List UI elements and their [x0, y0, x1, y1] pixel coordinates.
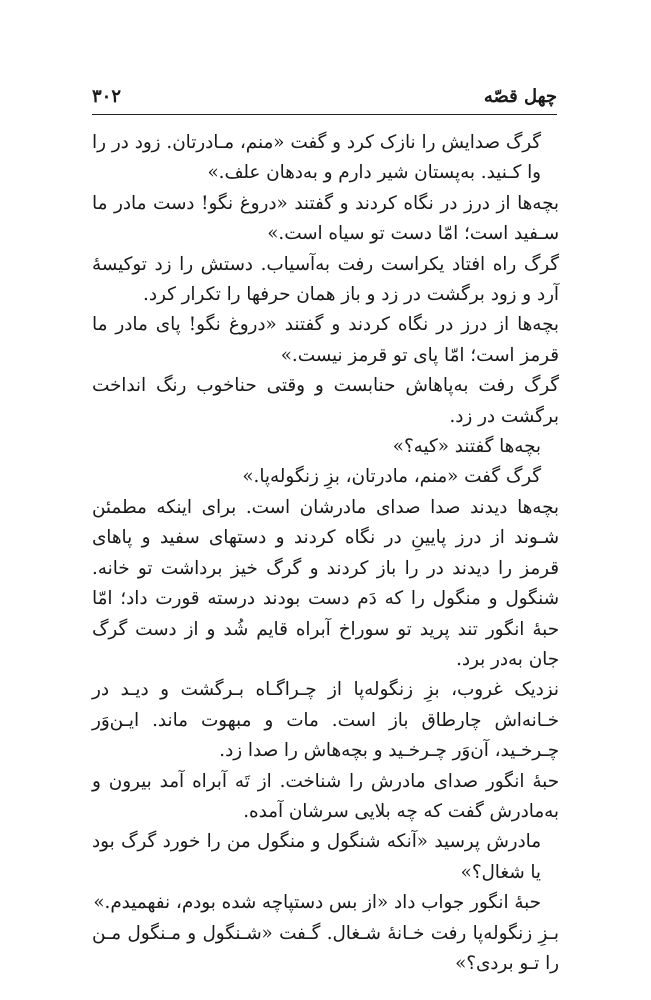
- header-rule: [92, 114, 557, 115]
- paragraph: بـزِ زنگوله‌پا رفت خـانهٔ شـغال. گـفت «شـنگول و مـنگول مـن را تـو بردی؟»: [92, 922, 559, 974]
- paragraph: نزدیک غروب، بزِ زنگوله‌پا از چـراگـاه بـرگشت و دیـد در خـانه‌اش چارطاق باز است. مات و مبهوت ماند. ایـن‌وَر چـرخـید، آن‌وَر چـرخـید و بچه‌هاش را صدا زد.: [92, 679, 559, 762]
- paragraph: گرگ راه افتاد یکراست رفت به‌آسیاب. دستش را زد توکیسهٔ آرد و زود برگشت در زد و باز همان حرفها را تکرار کرد.: [92, 253, 559, 306]
- paragraph: مادرش پرسید «آنکه شنگول و منگول من را خورد گرگ بود یا شغال؟»: [92, 831, 541, 883]
- paragraph: بچه‌ها از درز در نگاه کردند و گفتند «دروغ نگو! پای مادر ما قرمز است؛ امّا پای تو قرمز نیست.»: [92, 314, 559, 366]
- page-number: ۳۰۲: [92, 86, 122, 107]
- running-title: چهل قصّه: [483, 86, 557, 107]
- paragraph: گرگ گفت «منم، مادرتان، بزِ زنگوله‌پا.»: [242, 466, 541, 488]
- paragraph: بچه‌ها گفتند «کیه؟»: [392, 436, 541, 458]
- paragraph: بچه‌ها از درز در نگاه کردند و گفتند «دروغ نگو! دست مادر ما سـفید است؛ امّا دست تو سیاه است.»: [92, 192, 559, 245]
- paragraph: بچه‌ها دیدند صدا صدای مادرشان است. برای اینکه مطمئن شـوند از درز پایینِ در نگاه کردند و دستهای سفید و پاهای قرمز را دیدند در را باز کردند و گرگ خیز برداشت تو خانه. شنگول و منگول را که دَم دست بودند درسته قورت داد؛ امّا حبهٔ انگور تند پرید تو سوراخ آبراه قایم شُد و از دست گرگ جان به‌در برد.: [92, 496, 559, 670]
- story-text: [92, 128, 559, 979]
- paragraph: حبهٔ انگور صدای مادرش را شناخت. از تَه آبراه آمد بیرون و به‌مادرش گفت که چه بلایی سرشان آمده.: [92, 770, 559, 822]
- paragraph: حبهٔ انگور جواب داد «از بس دستپاچه شده بودم، نفهمیدم.»: [93, 892, 541, 914]
- running-header: [92, 84, 557, 112]
- paragraph: گرگ رفت به‌پاهاش حنابست و وقتی حناخوب رنگ انداخت برگشت در زد.: [92, 375, 559, 427]
- paragraph: گرگ صدایش را نازک کرد و گفت «منم، مـادرتان. زود در را وا کـنید. به‌پستان شیر دارم و به‌دهان علف.»: [92, 132, 541, 184]
